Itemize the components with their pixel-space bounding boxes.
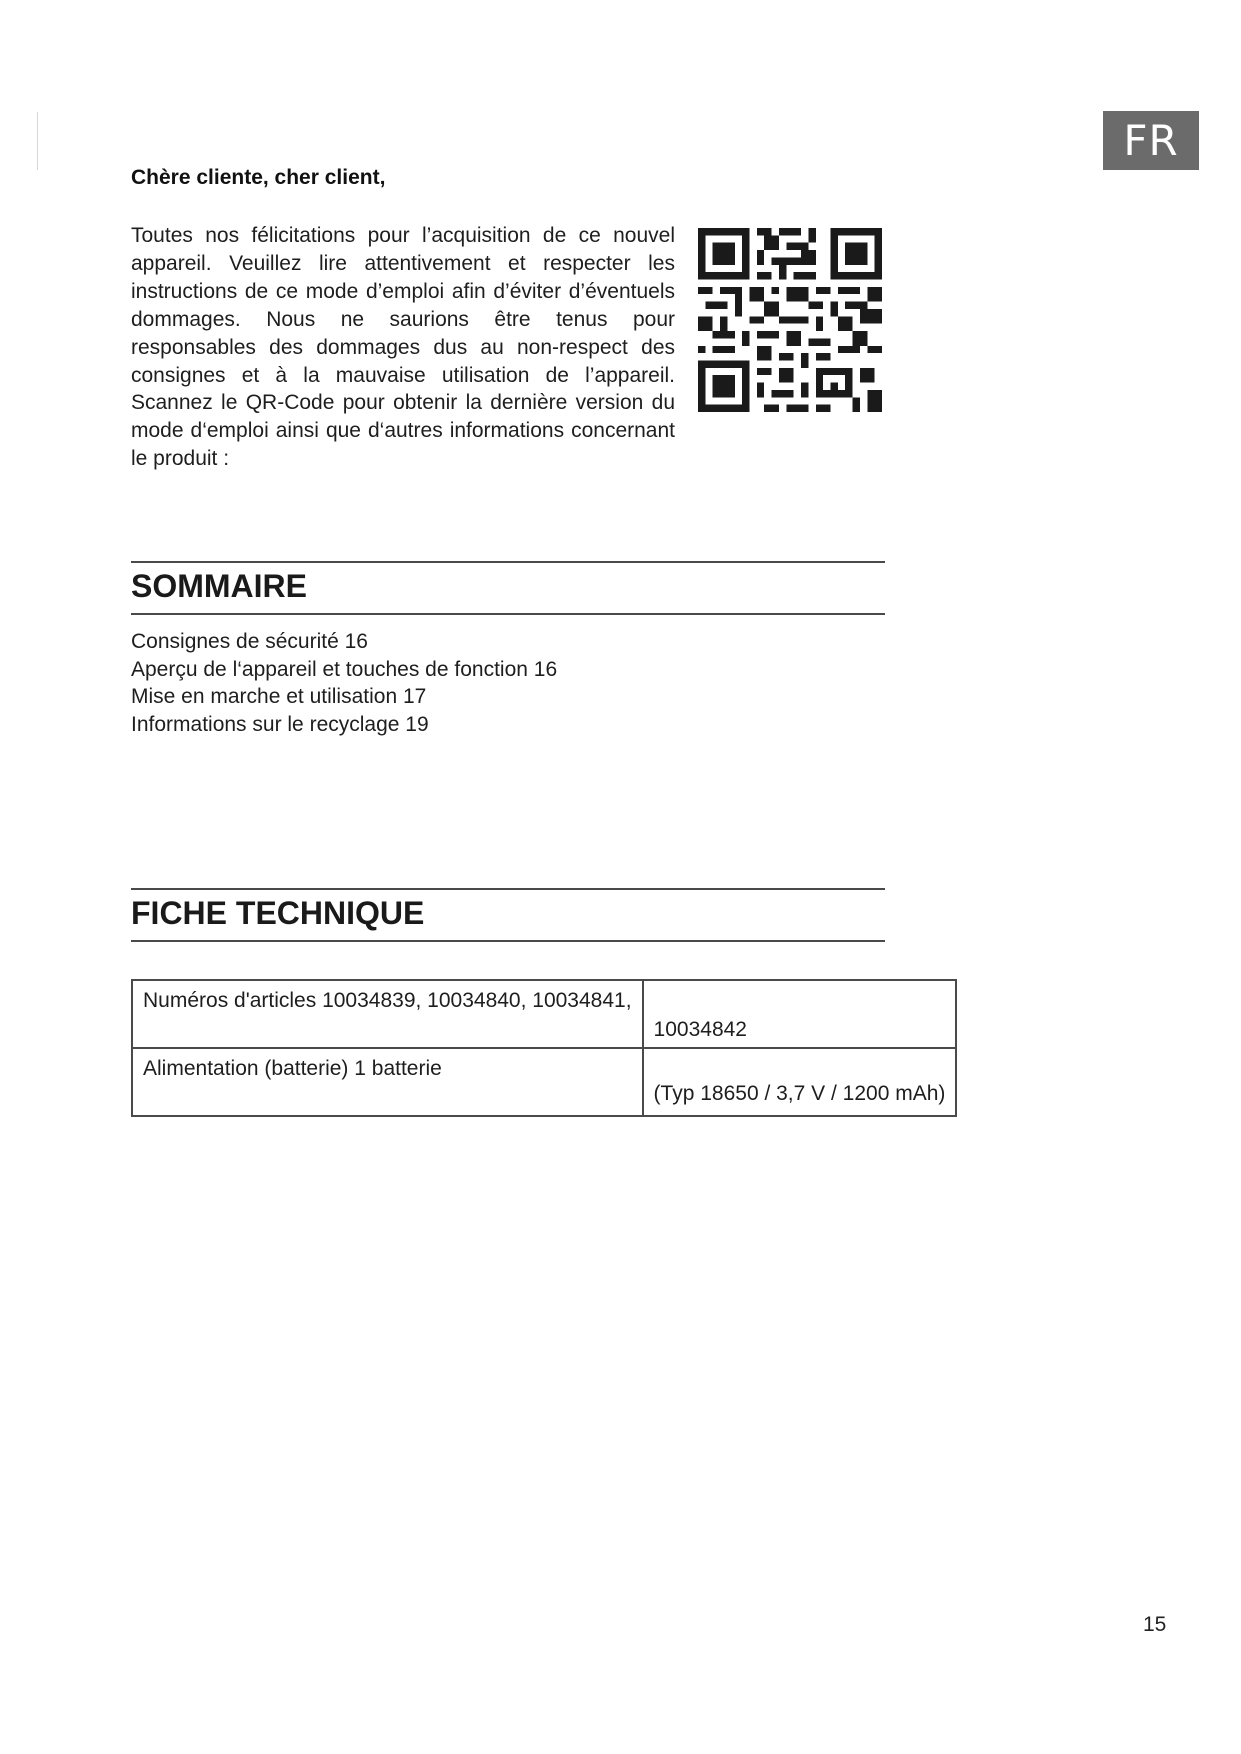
margin-mark [37, 112, 38, 170]
summary-top-rule [131, 561, 885, 563]
summary-title: SOMMAIRE [131, 568, 307, 604]
power-value: (Typ 18650 / 3,7 V / 1200 mAh) [653, 1082, 946, 1105]
power-label: Alimentation (batterie) 1 batterie [143, 1057, 442, 1080]
intro-line: appareil. Veuillez lire attentivement et respecter [131, 251, 631, 275]
intro-paragraph [131, 222, 675, 473]
toc-item[interactable]: Mise en marche et utilisation 17 [131, 685, 427, 709]
intro-line: d’éventuels dommages. Nous ne saurions être tenus [131, 279, 675, 331]
intro-line: les instructions de ce mode d’emploi afin d’éviter [131, 251, 675, 303]
articles-value: 10034842 [653, 1018, 747, 1041]
summary-bottom-rule [131, 613, 885, 615]
tech-sheet-title: FICHE TECHNIQUE [131, 895, 425, 931]
intro-line: Scannez le QR-Code pour obtenir la dernière version [131, 391, 644, 415]
toc-item[interactable]: Consignes de sécurité 16 [131, 630, 368, 653]
table-row [132, 1048, 956, 1116]
tech-sheet-top-rule [131, 888, 885, 890]
table-cell-label [132, 980, 643, 1048]
table-row [132, 980, 956, 1048]
toc-item[interactable]: Informations sur le recyclage 19 [131, 712, 429, 736]
qr-code-icon[interactable] [698, 228, 882, 412]
intro-line: du mode d‘emploi ainsi que d‘autres informations [131, 391, 675, 443]
tech-sheet-table [131, 979, 957, 1117]
intro-line: des consignes et à la mauvaise utilisation de l’appareil. [131, 335, 675, 387]
page-number: 15 [1143, 1613, 1167, 1636]
intro-line: Toutes nos félicitations pour l’acquisition de ce nouvel [131, 224, 675, 247]
table-cell-value [643, 1048, 957, 1116]
tech-sheet-bottom-rule [131, 940, 885, 942]
toc-item[interactable]: Aperçu de l‘appareil et touches de fonction 16 [131, 657, 558, 681]
table-cell-label [132, 1048, 643, 1116]
table-cell-value [643, 980, 957, 1048]
table-of-contents [131, 628, 557, 738]
salutation: Chère cliente, cher client, [131, 166, 386, 189]
articles-label: Numéros d'articles 10034839, 10034840, 10034841, [143, 989, 632, 1012]
intro-line: pour responsables des dommages dus au non-respect [131, 307, 675, 359]
language-badge: FR [1103, 111, 1199, 170]
intro-line: concernant le produit : [131, 419, 675, 471]
